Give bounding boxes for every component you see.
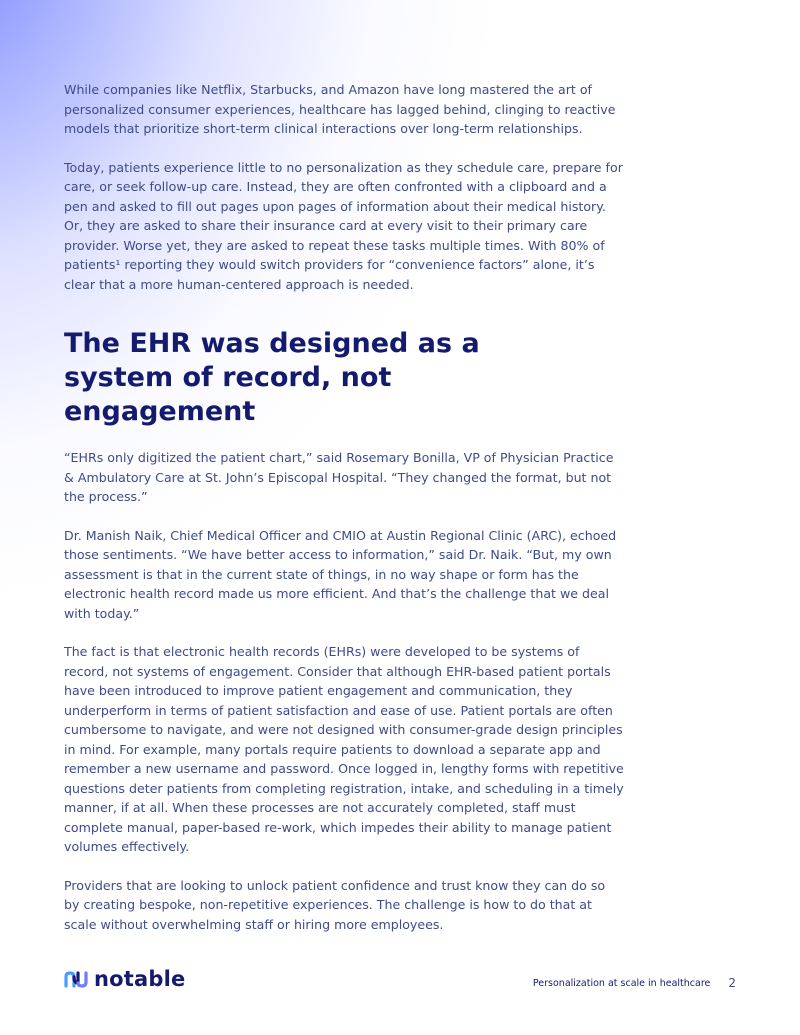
footer-logo <box>64 967 185 991</box>
page-number: 2 <box>728 976 736 990</box>
footer-meta <box>533 976 736 990</box>
footer-document-title: Personalization at scale in healthcare <box>532 977 711 989</box>
body-paragraph-4: Providers that are looking to unlock patient confidence and trust know they can do so by creating bespoke, non-repetitive experiences. The challenge is how to do that at scale without overwhelming staff or hiring more employees. <box>64 877 606 932</box>
body-paragraph-1: “EHRs only digitized the patient chart,” said Rosemary Bonilla, VP of Physician Practice & Ambulatory Care at St. John’s Episcopal Hospital. “They changed the format, but not the process.” <box>64 450 614 504</box>
intro-paragraph-2: Today, patients experience little to no personalization as they schedule care, prepare for care, or seek follow-up care. Instead, they are often confronted with a clipboard and a pen and asked to fill out pages upon pages of information about their medical history. Or, they are asked to share their insurance card at every visit to their primary care provider. Worse yet, they are asked to repeat these tasks multiple times. With 80% of patients¹ reporting they would switch providers for “convenience factors” alone, it’s clear that a more human-centered approach is needed. <box>64 159 623 292</box>
intro-paragraph-1: While companies like Netflix, Starbucks, and Amazon have long mastered the art of personalized consumer experiences, healthcare has lagged behind, clinging to reactive models that prioritize short-term clinical interactions over long-term relationships. <box>64 82 616 136</box>
notable-logo-icon <box>64 969 88 989</box>
section-heading: The EHR was designed as a system of record, not engagement <box>64 328 480 427</box>
article-body <box>64 80 624 953</box>
body-paragraph-2: Dr. Manish Naik, Chief Medical Officer and CMIO at Austin Regional Clinic (ARC), echoed those sentiments. “We have better access to information,” said Dr. Naik. “But, my own assessment is that in the current state of things, in no way shape or form has the electronic health record made us more efficient. And that’s the challenge that we deal with today.” <box>64 527 617 621</box>
logo-wordmark: notable <box>94 967 186 991</box>
body-paragraph-3: The fact is that electronic health records (EHRs) were developed to be systems of record, not systems of engagement. Consider that although EHR-based patient portals have been introduced to improve patient engagement and communication, they underperform in terms of patient satisfaction and ease of use. Patient portals are often cumbersome to navigate, and were not designed with consumer-grade design principles in mind. For example, many portals require patients to download a separate app and remember a new username and password. Once logged in, lengthy forms with repetitive questions deter patients from completing registration, intake, and scheduling in a timely manner, if at all. When these processes are not accurately completed, staff must complete manual, paper-based re-work, which impedes their ability to manage patient volumes effectively. <box>64 644 624 854</box>
